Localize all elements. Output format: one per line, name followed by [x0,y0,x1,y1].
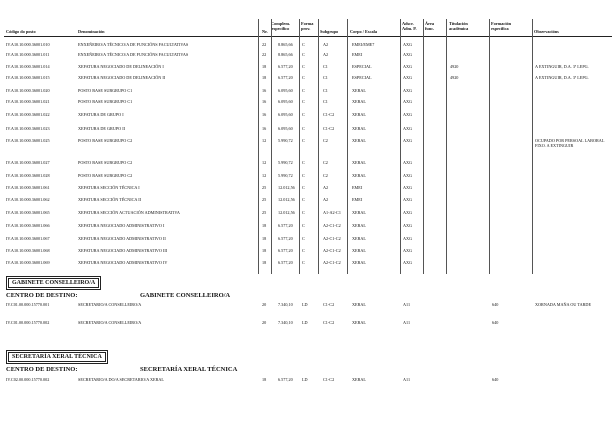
cell-code: IV.A10.10.000.36001.067 [6,236,50,241]
cell-adscripcion: AXG [403,112,413,117]
cell-code: IV.A10.10.000.36001.015 [6,75,50,80]
cell-corpo: XERAL [352,248,366,253]
cell-nr: 16 [262,99,267,104]
cell-adscripcion: AXG [403,185,413,190]
cell-complemento: 8.865,66 [278,52,293,57]
cell-nr: 16 [262,88,267,93]
cell-denominacion: XEFATURA NEGOCIADO ADMINISTRATIVO II [78,236,166,241]
cell-nr: 16 [262,112,267,117]
cell-code: IV.C01.00.000.15770.001 [6,302,50,307]
cell-titulacion: 4920 [450,64,459,69]
cell-adscripcion: AXG [403,88,413,93]
cell-subgrupo: C1 [323,64,328,69]
cell-denominacion: XEFATURA NEGOCIADO ADMINISTRATIVO III [78,248,168,253]
cell-forma: C [302,236,305,241]
header-complem: Complem. específico [271,21,290,31]
cell-corpo: EMEI [352,52,363,57]
cell-forma: C [302,173,305,178]
cell-adscripcion: AXG [403,52,413,57]
cell-code: IV.A10.10.000.36001.025 [6,138,50,143]
cell-complemento: 6.577,20 [278,75,293,80]
cell-complemento: 6.577,20 [278,223,293,228]
cell-observacions: OCUPADO POR PERSOAL LABORAL FIXO. A EXTINGUIR [535,138,605,148]
cell-nr: 18 [262,223,267,228]
cell-subgrupo: A2 [323,42,329,47]
cell-observacions: A EXTINGUIR, D.A. 3ª LEPG. [535,64,589,69]
cell-adscripcion: AXG [403,236,413,241]
cell-corpo: ESPECIAL [352,75,372,80]
cell-forma: C [302,64,305,69]
cell-denominacion: POSTO BASE SUBGRUPO C2 [78,138,133,143]
cell-nr: 20 [262,320,267,325]
cell-corpo: XERAL [352,88,366,93]
cell-forma: C [302,75,305,80]
cell-adscripcion: AXG [403,99,413,104]
col-sep [299,19,300,274]
cell-forma: C [302,88,305,93]
header-formacion: Formación específica [491,21,512,31]
col-sep [400,19,401,274]
cell-subgrupo: A2-C1-C2 [323,248,341,253]
cell-denominacion: SECRETARIO/A CONSELLEIRO/A [78,302,142,307]
cell-code: IV.A10.10.000.36001.062 [6,197,50,202]
cell-forma: LD [302,377,308,382]
header-rule [4,36,612,37]
header-nr: Nr. [262,29,268,34]
header-subgrupo: Subgrupo [320,29,339,34]
cell-complemento: 6.095,60 [278,99,293,104]
cell-adscripcion: AXG [403,160,413,165]
cell-forma: C [302,126,305,131]
header-codigo: Código do posto [6,29,36,34]
cell-code: IV.A10.10.000.36001.069 [6,260,50,265]
cell-corpo: EMEI [352,197,363,202]
cell-corpo: XERAL [352,160,366,165]
cell-subgrupo: A1-A2-C1 [323,210,341,215]
cell-formacion: 640 [492,302,499,307]
cell-forma: C [302,138,305,143]
cell-code: IV.A10.10.000.36001.022 [6,112,50,117]
cell-corpo: XERAL [352,210,366,215]
header-titulacion: Titulación académica [449,21,469,31]
cell-nr: 18 [262,248,267,253]
cell-code: IV.A10.10.000.36001.020 [6,88,50,93]
cell-adscripcion: AXG [403,75,413,80]
section-box-gabinete: GABINETE CONSELLEIRO/A [8,278,99,288]
header-area: Área func. [425,21,435,31]
cell-corpo: XERAL [352,377,366,382]
cell-code: IV.A10.10.000.36001.066 [6,223,50,228]
col-sep [423,19,424,274]
cell-code: IV.A10.10.000.36001.010 [6,42,50,47]
cell-forma: LD [302,302,308,307]
centro-destino-name: SECRETARÍA XERAL TÉCNICA [140,366,238,373]
cell-denominacion: XEFATURA NEGOCIADO DE DELINEACIÓN II [78,75,166,80]
cell-denominacion: POSTO BASE SUBGRUPO C2 [78,160,133,165]
cell-adscripcion: A11 [403,377,411,382]
cell-code: IV.C01.00.000.15770.002 [6,320,50,325]
cell-code: IV.A10.10.000.36001.014 [6,64,50,69]
col-sep [347,19,348,274]
cell-code: IV.A10.10.000.36001.027 [6,160,50,165]
centro-destino-label: CENTRO DE DESTINO: [6,292,78,299]
cell-corpo: XERAL [352,320,366,325]
cell-adscripcion: AXG [403,64,413,69]
cell-denominacion: XEFATURA SECCIÓN TÉCNICA I [78,185,140,190]
cell-adscripcion: AXG [403,223,413,228]
cell-nr: 18 [262,75,267,80]
cell-code: IV.A10.10.000.36001.028 [6,173,50,178]
cell-code: IV.A10.10.000.36001.068 [6,248,50,253]
cell-forma: C [302,210,305,215]
cell-subgrupo: C1-C2 [323,320,335,325]
col-sep [489,19,490,274]
cell-nr: 18 [262,260,267,265]
cell-complemento: 12.012,56 [278,185,295,190]
cell-complemento: 6.095,60 [278,88,293,93]
cell-subgrupo: C1 [323,75,328,80]
cell-subgrupo: A2-C1-C2 [323,260,341,265]
col-sep [271,19,272,274]
cell-subgrupo: C2 [323,173,328,178]
col-sep [532,19,533,274]
cell-complemento: 6.577,20 [278,64,293,69]
cell-titulacion: 4920 [450,75,459,80]
cell-nr: 20 [262,302,267,307]
cell-nr: 25 [262,185,267,190]
cell-corpo: XERAL [352,138,366,143]
cell-corpo: XERAL [352,112,366,117]
cell-nr: 12 [262,160,267,165]
cell-adscripcion: AXG [403,210,413,215]
cell-forma: C [302,185,305,190]
cell-corpo: XERAL [352,126,366,131]
cell-complemento: 12.012,56 [278,210,295,215]
cell-subgrupo: C1-C2 [323,377,335,382]
cell-forma: C [302,52,305,57]
cell-denominacion: XEFATURA DE GRUPO I [78,112,124,117]
cell-denominacion: POSTO BASE SUBGRUPO C1 [78,88,133,93]
cell-subgrupo: A2-C1-C2 [323,236,341,241]
cell-adscripcion: AXG [403,173,413,178]
col-sep [258,19,259,274]
cell-forma: C [302,197,305,202]
cell-denominacion: ENXEÑEIRO/A TÉCNICO/A DE FUNCIÓNS FACULTATIVAS [78,52,189,57]
cell-complemento: 8.865,66 [278,42,293,47]
cell-adscripcion: AXG [403,42,413,47]
cell-corpo: XERAL [352,99,366,104]
cell-nr: 12 [262,138,267,143]
cell-complemento: 6.577,20 [278,377,293,382]
cell-complemento: 7.340,10 [278,302,293,307]
cell-forma: C [302,248,305,253]
cell-nr: 22 [262,52,267,57]
cell-corpo: EMEI/EME7 [352,42,375,47]
cell-complemento: 6.095,60 [278,112,293,117]
header-denominacion: Denominación [78,29,105,34]
cell-denominacion: XEFATURA NEGOCIADO DE DELINEACIÓN I [78,64,164,69]
cell-corpo: XERAL [352,223,366,228]
cell-subgrupo: A2 [323,197,329,202]
cell-adscripcion: AXG [403,260,413,265]
cell-code: IV.A10.10.000.36001.023 [6,126,50,131]
cell-forma: C [302,260,305,265]
col-sep [318,19,319,274]
cell-corpo: XERAL [352,302,366,307]
cell-forma: C [302,223,305,228]
cell-complemento: 12.012,56 [278,197,295,202]
cell-denominacion: ENXEÑEIRO/A TÉCNICO/A DE FUNCIÓNS FACULTATIVAS [78,42,189,47]
cell-subgrupo: A2 [323,52,329,57]
cell-code: IV.A10.10.000.36001.011 [6,52,50,57]
cell-forma: LD [302,320,308,325]
cell-complemento: 6.577,20 [278,248,293,253]
cell-nr: 22 [262,42,267,47]
header-observacions: Observacións [534,29,559,34]
cell-subgrupo: C1 [323,88,328,93]
section-box-secretaria: SECRETARÍA XERAL TÉCNICA [8,352,106,362]
cell-complemento: 5.990,72 [278,138,293,143]
cell-corpo: XERAL [352,260,366,265]
cell-adscripcion: A11 [403,320,411,325]
header-corpo: Corpo / Escala [350,29,377,34]
cell-formacion: 640 [492,320,499,325]
cell-forma: C [302,99,305,104]
cell-denominacion: SECRETARIO/A CONSELLEIRO/A [78,320,142,325]
cell-corpo: XERAL [352,173,366,178]
cell-complemento: 5.990,72 [278,173,293,178]
centro-destino-name: GABINETE CONSELLEIRO/A [140,292,231,299]
cell-code: IV.A10.10.000.36001.061 [6,185,50,190]
cell-subgrupo: C2 [323,160,328,165]
cell-nr: 18 [262,236,267,241]
cell-nr: 16 [262,126,267,131]
cell-adscripcion: AXG [403,126,413,131]
cell-denominacion: XEFATURA SECCIÓN TÉCNICA II [78,197,142,202]
cell-complemento: 6.577,20 [278,236,293,241]
cell-subgrupo: A2 [323,185,329,190]
cell-complemento: 7.340,10 [278,320,293,325]
cell-nr: 25 [262,210,267,215]
cell-corpo: XERAL [352,236,366,241]
cell-corpo: EMEI [352,185,363,190]
cell-subgrupo: C1 [323,99,328,104]
cell-adscripcion: AXG [403,138,413,143]
cell-adscripcion: A11 [403,302,411,307]
cell-denominacion: SECRETARIO/A DO/A SECRETARIO/A XERAL [78,377,164,382]
cell-complemento: 5.990,72 [278,160,293,165]
header-adscr: Adscr. Adm. P. [402,21,417,31]
cell-denominacion: XEFATURA NEGOCIADO ADMINISTRATIVO I [78,223,165,228]
cell-forma: C [302,160,305,165]
cell-nr: 25 [262,197,267,202]
cell-denominacion: XEFATURA NEGOCIADO ADMINISTRATIVO IV [78,260,168,265]
cell-formacion: 640 [492,377,499,382]
cell-nr: 18 [262,64,267,69]
cell-denominacion: POSTO BASE SUBGRUPO C1 [78,99,133,104]
cell-adscripcion: AXG [403,197,413,202]
cell-nr: 12 [262,173,267,178]
cell-subgrupo: C1-C2 [323,112,335,117]
cell-code: IV.A10.10.000.36001.021 [6,99,50,104]
cell-nr: 18 [262,377,267,382]
cell-code: IV.A10.10.000.36001.065 [6,210,50,215]
header-forma: Forma prov. [301,21,314,31]
cell-complemento: 6.577,20 [278,260,293,265]
cell-code: IV.C02.00.000.15770.002 [6,377,50,382]
cell-subgrupo: C1-C2 [323,302,335,307]
cell-adscripcion: AXG [403,248,413,253]
cell-denominacion: XEFATURA DE GRUPO II [78,126,126,131]
cell-observacions: XORNADA MAÑA OU TARDE [535,302,592,307]
cell-subgrupo: C1-C2 [323,126,335,131]
cell-forma: C [302,42,305,47]
cell-subgrupo: A2-C1-C2 [323,223,341,228]
cell-forma: C [302,112,305,117]
cell-observacions: A EXTINGUIR, D.A. 3ª LEPG. [535,75,589,80]
cell-subgrupo: C2 [323,138,328,143]
col-sep [446,19,447,274]
cell-complemento: 6.095,60 [278,126,293,131]
cell-corpo: ESPECIAL [352,64,372,69]
cell-denominacion: POSTO BASE SUBGRUPO C2 [78,173,133,178]
centro-destino-label: CENTRO DE DESTINO: [6,366,78,373]
cell-denominacion: XEFATURA SECCIÓN ACTUACIÓN ADMINISTRATIVA [78,210,180,215]
